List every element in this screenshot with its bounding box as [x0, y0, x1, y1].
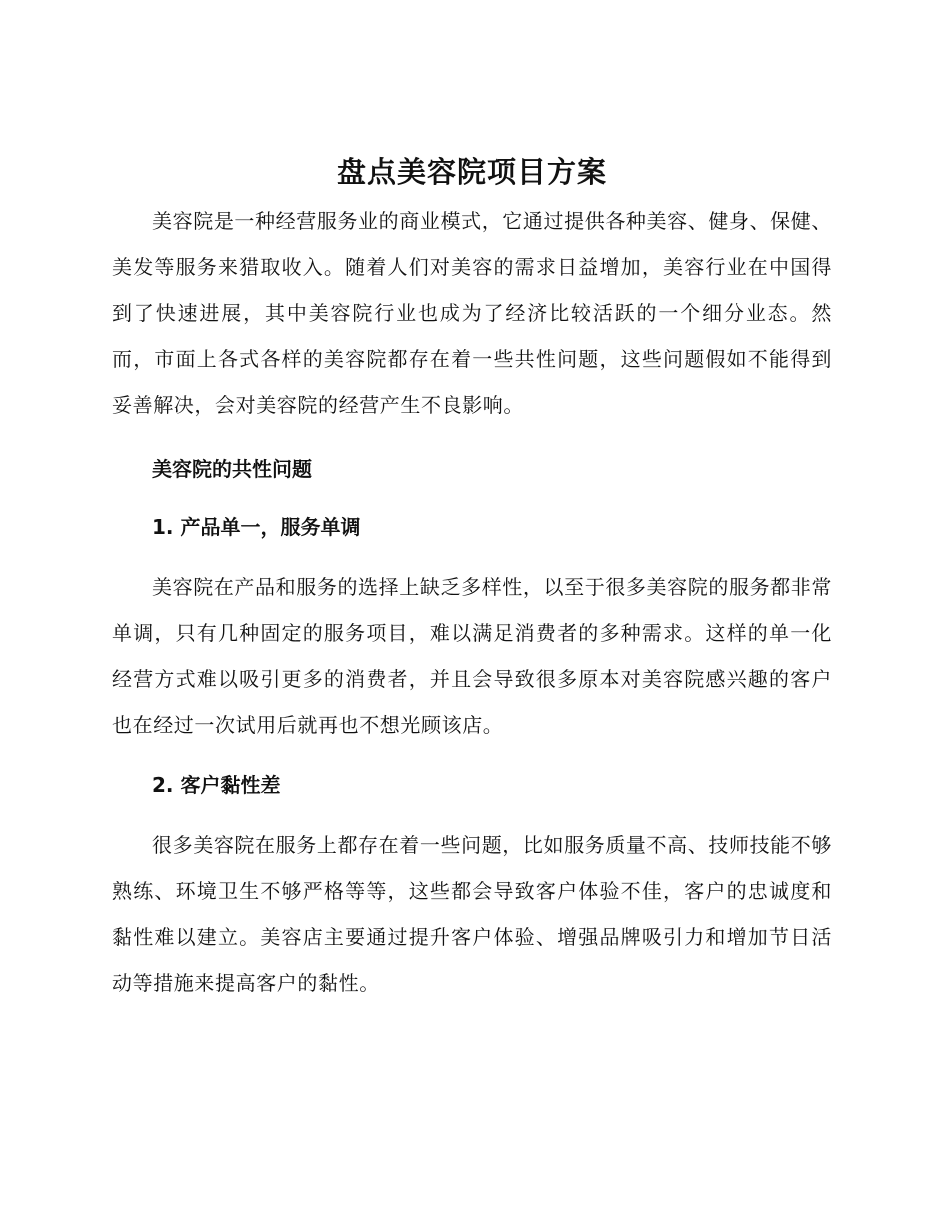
- point-2-paragraph: 很多美容院在服务上都存在着一些问题，比如服务质量不高、技师技能不够熟练、环境卫生不够严格等等，这些都会导致客户体验不佳，客户的忠诚度和黏性难以建立。美容店主要通过提升客户体验、增强品牌吸引力和增加节日活动等措施来提高客户的黏性。: [112, 833, 832, 995]
- document-page: [112, 150, 832, 1006]
- point-1-paragraph: 美容院在产品和服务的选择上缺乏多样性，以至于很多美容院的服务都非常单调，只有几种固定的服务项目，难以满足消费者的多种需求。这样的单一化经营方式难以吸引更多的消费者，并且会导致很多原本对美容院感兴趣的客户也在经过一次试用后就再也不想光顾该店。: [112, 575, 832, 737]
- document-title: 盘点美容院项目方案: [336, 155, 607, 189]
- point-2-heading: 2. 客户黏性差: [152, 773, 281, 797]
- point-1-heading: 1. 产品单一，服务单调: [152, 515, 361, 539]
- intro-paragraph: 美容院是一种经营服务业的商业模式，它通过提供各种美容、健身、保健、美发等服务来猎取收入。随着人们对美容的需求日益增加，美容行业在中国得到了快速进展，其中美容院行业也成为了经济比较活跃的一个细分业态。然而，市面上各式各样的美容院都存在着一些共性问题，这些问题假如不能得到妥善解决，会对美容院的经营产生不良影响。: [112, 209, 832, 417]
- section-heading: 美容院的共性问题: [152, 457, 312, 481]
